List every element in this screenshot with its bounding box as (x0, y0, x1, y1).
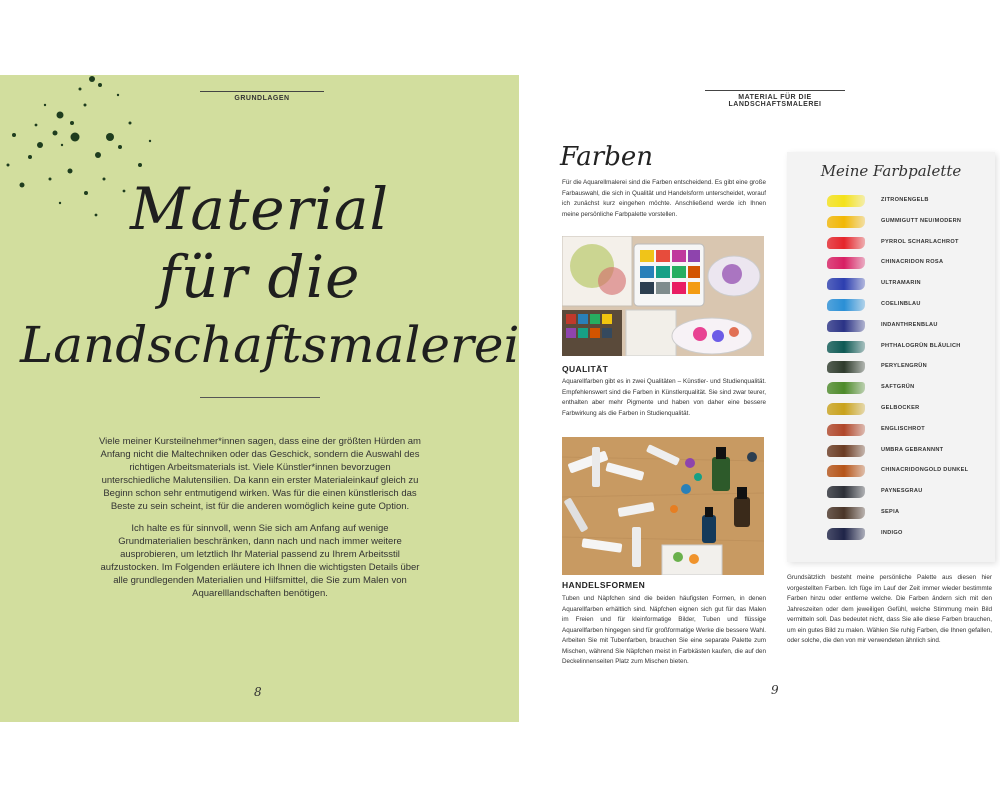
color-swatch (827, 445, 865, 457)
color-swatch (827, 237, 865, 249)
running-head-left (200, 91, 324, 102)
chapter-title-line-1: Material (129, 175, 389, 243)
color-name: COELINBLAU (881, 301, 921, 307)
palette-description: Grundsätzlich besteht meine persönliche Palette aus diesen hier vorgestellten Farben. Ich füge im Lauf der Zeit immer wieder bestimmte Farben hinzu oder entferne welche. Die Farben ändern sich mit den Jahreszeiten oder dem jeweiligen Gefühl, welche Stimmung mein Bild vermitteln soll. Das bedeutet nicht, dass Sie alle diese Farben brauchen, um ein gutes Bild zu malen. Wählen Sie ruhig Farben, die Ihnen gefallen, oder solche, die den von mir verwendeten ähnlich sind. (787, 574, 992, 644)
color-name: PYRROL SCHARLACHROT (881, 238, 959, 245)
chapter-title (20, 175, 519, 379)
palette-row (827, 506, 987, 520)
palette-row (827, 381, 987, 395)
color-palette-card (787, 152, 995, 562)
color-swatch (827, 216, 865, 228)
palette-row (827, 215, 987, 229)
running-head-text: MATERIAL FÜR DIE LANDSCHAFTSMALEREI (728, 94, 822, 108)
chapter-title-line-2: für die (158, 243, 361, 311)
color-name: ENGLISCHROT (881, 425, 926, 432)
color-name: ZITRONENGELB (881, 197, 929, 203)
palette-title: Meine Farbpalette (820, 162, 962, 180)
palette-row (827, 485, 987, 499)
color-swatch (827, 486, 865, 498)
palette-row (827, 298, 987, 312)
forms-heading: HANDELSFORMEN (562, 580, 646, 590)
section-title: Farben (560, 142, 653, 172)
palette-row (827, 360, 987, 374)
color-name: GELBOCKER (881, 405, 920, 411)
intro-paragraph: Viele meiner Kursteilnehmer*innen sagen, dass eine der größten Hürden am Anfang nicht die Maltechniken oder das Geschick, sondern die Auswahl des richtigen Arbeitsmaterials ist. Viele Künstler*innen bevorzugen unterschiedliche Malutensilien. Da kann ein erster Materialeinkauf gleich zu Beginn schon sehr entmutigend wirken. Was für die einen künstlerisch das Beste zu sein scheint, ist für die anderen womöglich keine gute Option. (99, 436, 421, 512)
palette-row (827, 236, 987, 250)
running-head-right (700, 90, 850, 108)
color-name: UMBRA GEBRANNNT (881, 446, 944, 453)
color-name: SAFTGRÜN (881, 384, 915, 391)
quality-heading: QUALITÄT (562, 364, 609, 374)
color-name: CHINACRIDONGOLD DUNKEL (881, 467, 969, 474)
color-name: INDANTHRENBLAU (881, 321, 938, 328)
color-swatch (827, 403, 865, 415)
color-swatch (827, 320, 865, 332)
quality-text: Aquarellfarben gibt es in zwei Qualitäten – Künstler- und Studienqualität. Empfehlenswert sind die Farben in Künstlerqualität. Sie sind zwar teurer, enthalten aber mehr Pigmente und haben von daher eine bessere Farbwirkung als die Farben in Studienqualität. (562, 378, 766, 417)
intro-text (95, 435, 425, 609)
intro-paragraph: Ich halte es für sinnvoll, wenn Sie sich am Anfang auf wenige Grundmaterialien beschränken, dann nach und nach immer weitere ausprobieren, um letztlich Ihr Material passend zu Ihrem Arbeitsstil aufzustocken. Im Folgenden erläutere ich Ihnen die wichtigsten Details über alle grundlegenden Materialien und Hilfsmittel, die Sie zum Malen von Aquarelllandschaften benötigen. (100, 523, 420, 599)
palette-row (827, 444, 987, 458)
color-name: PAYNESGRAU (881, 488, 923, 495)
color-swatch (827, 507, 865, 519)
paint-tubes-photo (562, 437, 764, 575)
page-number-right: 9 (771, 683, 779, 697)
left-page (0, 75, 519, 722)
palette-row (827, 402, 987, 416)
palette-row (827, 527, 987, 541)
forms-text: Tuben und Näpfchen sind die beiden häufigsten Formen, in denen Aquarellfarben erhältlich sind. Näpfchen eignen sich gut für das Malen im Freien und für kleinformatige Bilder, Tuben und flüssige Aquarellfarben hingegen sind für großformatige Werke die bessere Wahl. Arbeiten Sie mit Tubenfarben, brauchen Sie eine separate Palette zum Mischen, während Sie Näpfchen meist in Farbkästen kaufen, die auf den Deckelinnenseiten Platz zum Mischen bieten. (562, 595, 766, 665)
section-intro-text: Für die Aquarellmalerei sind die Farben entscheidend. Es gibt eine große Farbauswahl, die sich in Qualität und Handelsform unterscheidet, worauf ich zunächst kurz eingehen möchte. Anschließend werde ich Ihnen meine persönliche Farbpalette vorstellen. (562, 179, 766, 218)
color-name: INDIGO (881, 529, 903, 536)
palette-row (827, 423, 987, 437)
title-divider (200, 397, 320, 398)
color-name: ULTRAMARIN (881, 280, 921, 287)
color-swatch (827, 195, 865, 207)
chapter-title-line-3: Landschaftsmalerei (20, 316, 519, 374)
color-name: CHINACRIDON ROSA (881, 259, 944, 266)
color-swatch (827, 424, 865, 436)
color-swatch (827, 278, 865, 290)
color-swatch (827, 465, 865, 477)
palette-row (827, 464, 987, 478)
palette-row (827, 256, 987, 270)
running-head-rule (705, 90, 845, 91)
color-swatch (827, 257, 865, 269)
color-name: PERYLENGRÜN (881, 363, 927, 370)
page-number-left: 8 (254, 685, 262, 699)
color-swatch (827, 299, 865, 311)
color-swatch (827, 528, 865, 540)
running-head-text: GRUNDLAGEN (234, 95, 290, 102)
palette-row (827, 194, 987, 208)
color-name: GUMMIGUTT NEU/MODERN (881, 217, 962, 224)
color-swatch (827, 341, 865, 353)
palette-row (827, 340, 987, 354)
color-name: SEPIA (881, 509, 900, 515)
color-swatch (827, 361, 865, 373)
color-swatch (827, 382, 865, 394)
palette-row (827, 277, 987, 291)
running-head-rule (200, 91, 324, 92)
palette-row (827, 319, 987, 333)
color-name: PHTHALOGRÜN BLÄULICH (881, 342, 961, 349)
watercolor-palettes-photo (562, 236, 764, 356)
